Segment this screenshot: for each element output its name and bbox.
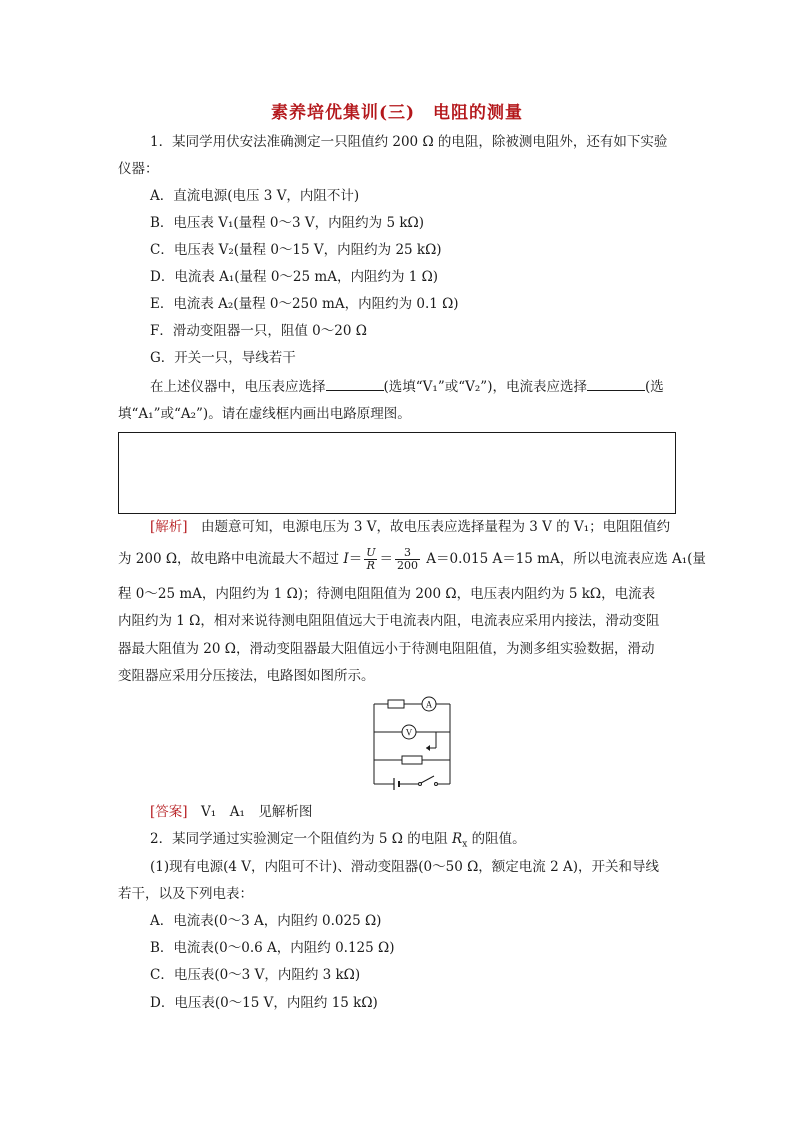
resistor-icon <box>388 700 404 708</box>
current-symbol: I <box>343 551 349 567</box>
answer-tag: [答案] <box>150 804 188 820</box>
q2-option-c: C．电压表(0～3 V，内阻约 3 kΩ) <box>150 967 361 983</box>
q2-option-a: A．电流表(0～3 A，内阻约 0.025 Ω) <box>150 913 382 929</box>
q1-option-a: A．直流电源(电压 3 V，内阻不计) <box>150 188 360 204</box>
voltmeter-answer-blank[interactable] <box>326 378 384 391</box>
q1-ask-a: 在上述仪器中，电压表应选择 <box>150 379 326 395</box>
analysis-text-1: 由题意可知，电源电压为 3 V，故电压表应选择量程为 3 V 的 V₁；电阻阻值约 <box>187 519 671 535</box>
page-title: 素养培优集训(三) 电阻的测量 <box>270 103 524 123</box>
ammeter-label: A <box>425 699 433 710</box>
fraction-u-over-r: $\frac{U}{R}$ <box>366 546 376 572</box>
q2-option-d: D．电压表(0～15 V，内阻约 15 kΩ) <box>150 995 378 1011</box>
analysis-line5: 器最大阻值为 20 Ω，滑动变阻器最大阻值远小于待测电阻阻值，为测多组实验数据，滑动 <box>118 641 655 657</box>
rheostat-icon <box>402 756 422 764</box>
answer-text: V₁ A₁ 见解析图 <box>187 804 313 820</box>
q1-stem-line2: 仪器： <box>118 161 159 177</box>
analysis-tag: [解析] <box>150 519 188 535</box>
rx-symbol: R <box>452 831 463 847</box>
q1-stem-line1: 1．某同学用伏安法准确测定一只阻值约 200 Ω 的电阻，除被测电阻外，还有如下实验 <box>150 134 668 150</box>
q1-ask-b: (选填“V₁”或“V₂”)，电流表应选择 <box>383 379 587 395</box>
q1-option-g: G．开关一只，导线若干 <box>150 350 296 366</box>
q2-sub1-line2: 若干，以及下列电表： <box>118 886 253 902</box>
q1-option-e: E．电流表 A₂(量程 0～250 mA，内阻约为 0.1 Ω) <box>150 296 459 312</box>
q2-stem-line1: 2．某同学通过实验测定一个阻值约为 5 Ω 的电阻 $R_x$ 的阻值。 <box>150 831 526 850</box>
analysis-line4: 内阻约为 1 Ω，相对来说待测电阻阻值远大于电流表内阻，电流表应采用内接法，滑动变阻 <box>118 613 660 629</box>
q1-option-c: C．电压表 V₂(量程 0～15 V，内阻约为 25 kΩ) <box>150 242 442 258</box>
analysis-line6: 变阻器应采用分压接法，电路图如图所示。 <box>118 668 375 684</box>
drawing-box[interactable] <box>118 432 676 514</box>
q1-option-b: B．电压表 V₁(量程 0～3 V，内阻约为 5 kΩ) <box>150 215 424 231</box>
analysis-line2: 为 200 Ω，故电路中电流最大不超过 I＝ $\frac{U}{R}$ ＝ $\frac{3}{200}$ A＝0.015 A＝15 mA，所以电流表应选 A₁(量 <box>118 546 706 572</box>
answer-line <box>150 803 312 821</box>
circuit-diagram <box>364 694 460 792</box>
q1-option-f: F．滑动变阻器一只，阻值 0～20 Ω <box>150 323 367 339</box>
q1-question-line <box>150 378 664 396</box>
q2-sub1-line1: (1)现有电源(4 V，内阻可不计)、滑动变阻器(0～50 Ω，额定电流 2 A)，开关和导线 <box>150 859 659 875</box>
q1-question-line2: 填“A₁”或“A₂”)。请在虚线框内画出电路原理图。 <box>118 406 411 422</box>
fraction-3-over-200: $\frac{3}{200}$ <box>396 546 418 572</box>
analysis-line1 <box>150 518 670 536</box>
q2-option-b: B．电流表(0～0.6 A，内阻约 0.125 Ω) <box>150 940 395 956</box>
ammeter-answer-blank[interactable] <box>587 378 645 391</box>
voltmeter-label: V <box>405 727 413 738</box>
q1-ask-c: (选 <box>644 379 664 395</box>
analysis-line3: 程 0～25 mA，内阻约为 1 Ω)；待测电阻阻值为 200 Ω，电压表内阻约为 5 kΩ，电流表 <box>118 586 656 602</box>
q1-option-d: D．电流表 A₁(量程 0～25 mA，内阻约为 1 Ω) <box>150 269 439 285</box>
